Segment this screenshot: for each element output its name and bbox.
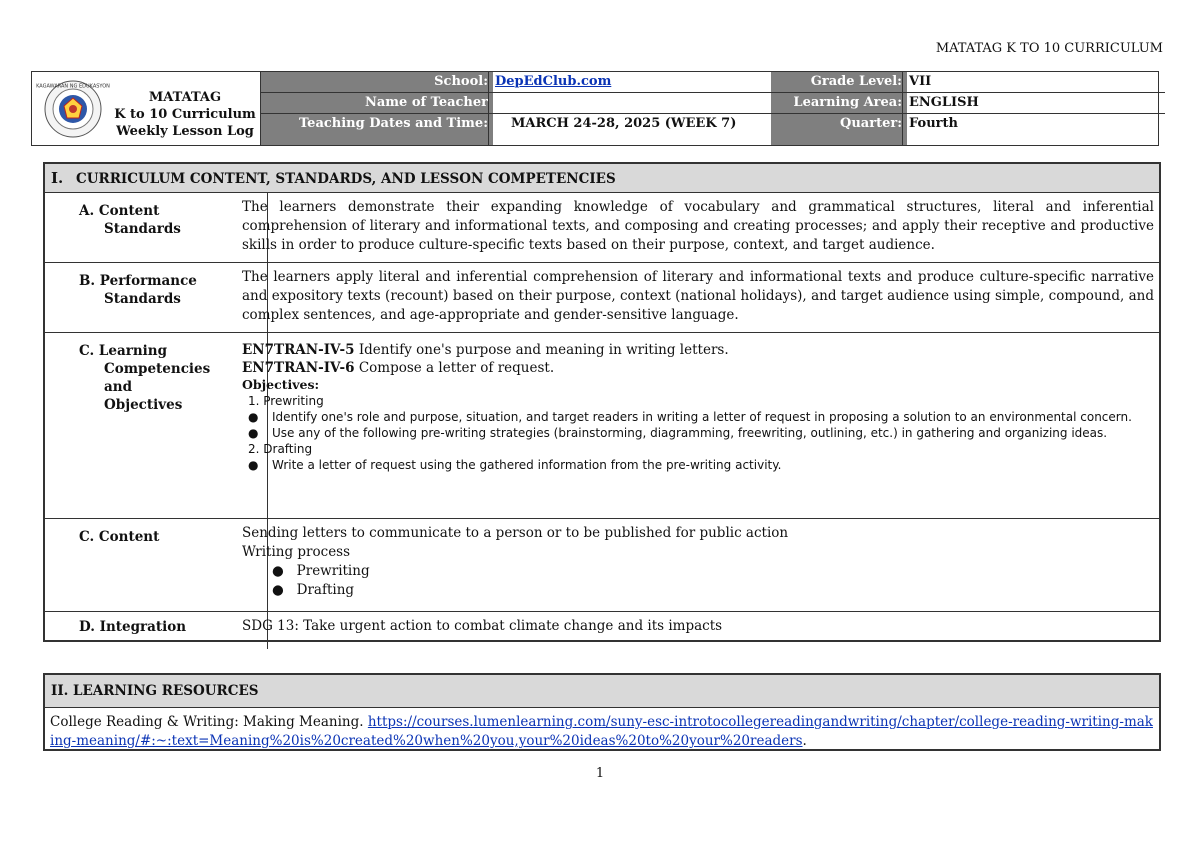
title-line-1: MATATAG — [148, 90, 222, 105]
resources-heading: II. LEARNING RESOURCES — [45, 675, 1159, 708]
resource-title: College Reading & Writing: Making Meaning. — [50, 714, 364, 730]
competency-text: Compose a letter of request. — [358, 360, 555, 376]
area-value: ENGLISH — [902, 93, 1165, 114]
bullet-icon: ● — [272, 563, 284, 579]
teacher-label: Name of Teacher — [261, 93, 493, 114]
content-line: Sending letters to communicate to a person or to be published for public action — [242, 525, 789, 541]
objectives-label: Objectives: — [242, 377, 320, 392]
teacher-value — [488, 93, 778, 114]
content-standards-row — [45, 192, 1159, 263]
label-line: A. Content — [79, 203, 160, 219]
label-line: C. Learning — [79, 343, 168, 359]
content-line: Writing process — [242, 544, 351, 560]
quarter-value: Fourth — [902, 114, 1165, 145]
page-header: MATATAG K TO 10 CURRICULUM — [935, 41, 1163, 56]
objective-bullet — [242, 409, 1154, 425]
dates-label: Teaching Dates and Time: — [261, 114, 493, 145]
label-line: and — [104, 379, 133, 395]
competency-1 — [242, 341, 1154, 359]
objective-bullet — [242, 425, 1154, 441]
bullet-text: Write a letter of request using the gathered information from the pre-writing activity. — [272, 458, 782, 472]
bullet-icon: ● — [248, 458, 259, 472]
bullet-icon: ● — [272, 582, 284, 598]
school-label: School: — [261, 72, 493, 93]
performance-standards-text: The learners apply literal and inferential comprehension of literary and informational texts and produce culture-specific narrative and expository texts (recount) based on their purpose, context (national holidays), and target audience using simple, compound, and complex sentences, and age-appropriate and gender-sensitive language. — [242, 269, 1154, 323]
section-heading — [45, 164, 1159, 192]
objective-bullet — [242, 457, 1154, 473]
bullet-text: Use any of the following pre-writing strategies (brainstorming, diagramming, freewriting, outlining, etc.) in gathering and organizing ideas. — [272, 426, 1108, 440]
section-title: CURRICULUM CONTENT, STANDARDS, AND LESSON COMPETENCIES — [75, 171, 616, 187]
objective-title: 1. Prewriting — [248, 394, 324, 408]
performance-standards-label — [45, 263, 268, 342]
bullet-text: Prewriting — [296, 563, 370, 579]
performance-standards-row — [45, 262, 1159, 333]
resource-end: . — [802, 733, 807, 749]
resource-link[interactable]: https://courses.lumenlearning.com/suny-esc-introtocollegereadingandwriting/chapter/college-reading-writing-making-meaning/#:~:text=Meaning%20is%20created%20when%20you,your%20ideas%20to%20your%20readers — [50, 714, 1153, 749]
content-text — [242, 524, 1154, 600]
integration-text: SDG 13: Take urgent action to combat climate change and its impacts — [242, 618, 723, 634]
deped-seal-icon — [36, 80, 110, 138]
quarter-label: Quarter: — [771, 114, 907, 145]
objectives-list — [242, 393, 1154, 473]
label-line: Objectives — [104, 397, 183, 413]
log-title — [110, 89, 260, 140]
competency-2 — [242, 359, 1154, 377]
bullet-icon: ● — [248, 426, 259, 440]
competency-text: Identify one's purpose and meaning in writing letters. — [358, 342, 729, 358]
area-label: Learning Area: — [771, 93, 907, 114]
integration-row — [45, 611, 1159, 643]
lesson-log-header — [31, 71, 1159, 146]
content-bullet — [242, 581, 1154, 600]
section-number: I. — [51, 169, 64, 187]
learning-resources-section — [43, 673, 1161, 751]
title-line-3: Weekly Lesson Log — [116, 124, 254, 139]
bullet-text: Drafting — [296, 582, 355, 598]
content-label: C. Content — [45, 519, 268, 621]
objective-title: 2. Drafting — [248, 442, 313, 456]
school-cell — [488, 72, 772, 93]
curriculum-section — [43, 162, 1161, 642]
competency-code: EN7TRAN-IV-6 — [242, 360, 355, 376]
bullet-icon: ● — [248, 410, 259, 424]
content-bullet — [242, 562, 1154, 581]
competencies-label — [45, 333, 268, 528]
content-standards-label — [45, 193, 268, 272]
competencies-content — [242, 341, 1154, 473]
competency-code: EN7TRAN-IV-5 — [242, 342, 355, 358]
page-number: 1 — [595, 766, 605, 781]
dates-value: MARCH 24-28, 2025 (WEEK 7) — [488, 114, 794, 145]
competencies-row — [45, 332, 1159, 519]
bullet-text: Identify one's role and purpose, situation, and target readers in writing a letter of request in proposing a solution to an environmental concern. — [272, 410, 1132, 424]
grade-value: VII — [902, 72, 1165, 93]
seal-lettering: KAGAWARAN NG EDUKASYON — [36, 83, 110, 90]
title-line-2: K to 10 Curriculum — [114, 107, 256, 122]
logo-cell — [32, 72, 261, 145]
label-line: B. Performance — [79, 273, 197, 289]
integration-label: D. Integration — [45, 612, 268, 649]
content-row — [45, 518, 1159, 612]
label-line: Competencies — [104, 361, 211, 377]
grade-label: Grade Level: — [771, 72, 907, 93]
label-line: Standards — [104, 291, 181, 307]
content-standards-text: The learners demonstrate their expanding knowledge of vocabulary and grammatical structures, literal and inferential comprehension of literary and informational texts, and composing and creating processes; and apply their receptive and productive skills in order to produce culture-specific texts based on their purpose, context, and target audience. — [242, 199, 1154, 253]
label-line: Standards — [104, 221, 181, 237]
resource-entry — [50, 713, 1155, 751]
school-link[interactable]: DepEdClub.com — [495, 74, 612, 89]
